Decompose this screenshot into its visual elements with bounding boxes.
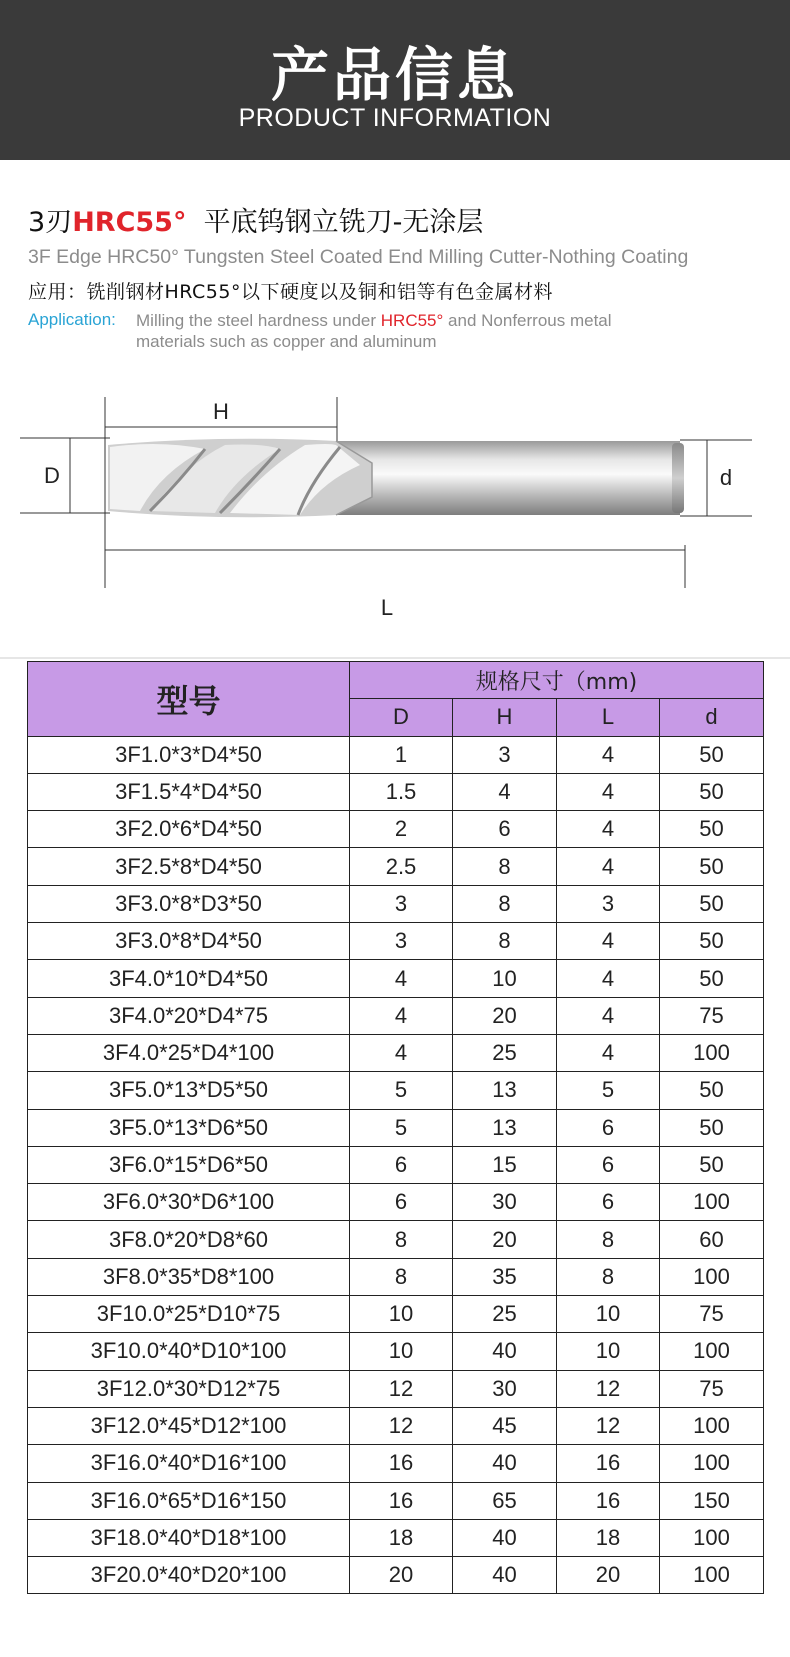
cell-H: 40 [453, 1519, 557, 1556]
table-row [28, 1445, 764, 1482]
col-header-d: d [660, 699, 764, 736]
cell-L: 16 [557, 1445, 660, 1482]
cell-model: 3F4.0*20*D4*75 [28, 997, 350, 1034]
cell-model: 3F16.0*40*D16*100 [28, 1445, 350, 1482]
shank-end [672, 443, 684, 513]
cell-d: 50 [660, 960, 764, 997]
cell-D: 6 [350, 1184, 453, 1221]
title-suffix: 平底钨钢立铣刀-无涂层 [203, 207, 484, 238]
cell-H: 25 [453, 1034, 557, 1071]
cell-model: 3F1.0*3*D4*50 [28, 736, 350, 773]
application-text-1: Milling the steel hardness under [136, 311, 377, 330]
cell-d: 60 [660, 1221, 764, 1258]
table-row [28, 1184, 764, 1221]
cell-L: 4 [557, 811, 660, 848]
cell-L: 8 [557, 1258, 660, 1295]
cell-D: 4 [350, 960, 453, 997]
cell-D: 3 [350, 923, 453, 960]
cell-model: 3F18.0*40*D18*100 [28, 1519, 350, 1556]
cell-L: 6 [557, 1146, 660, 1183]
cell-model: 3F4.0*10*D4*50 [28, 960, 350, 997]
cell-L: 4 [557, 773, 660, 810]
label-L: L [380, 595, 394, 620]
col-header-D: D [350, 699, 453, 736]
cell-model: 3F8.0*35*D8*100 [28, 1258, 350, 1295]
table-row [28, 960, 764, 997]
header-title-en: PRODUCT INFORMATION [238, 104, 552, 132]
cell-L: 4 [557, 923, 660, 960]
cell-H: 45 [453, 1407, 557, 1444]
cell-d: 100 [660, 1519, 764, 1556]
end-mill-diagram [0, 385, 790, 625]
cell-D: 12 [350, 1370, 453, 1407]
cell-H: 25 [453, 1296, 557, 1333]
cell-D: 10 [350, 1333, 453, 1370]
cell-H: 40 [453, 1445, 557, 1482]
cell-model: 3F3.0*8*D3*50 [28, 885, 350, 922]
cell-model: 3F3.0*8*D4*50 [28, 923, 350, 960]
cell-H: 20 [453, 1221, 557, 1258]
cell-H: 30 [453, 1370, 557, 1407]
cell-D: 20 [350, 1557, 453, 1594]
cell-L: 6 [557, 1184, 660, 1221]
cell-H: 40 [453, 1333, 557, 1370]
cell-model: 3F20.0*40*D20*100 [28, 1557, 350, 1594]
table-body [28, 736, 764, 1594]
product-title [28, 200, 483, 239]
cell-D: 4 [350, 1034, 453, 1071]
cell-L: 6 [557, 1109, 660, 1146]
cell-L: 3 [557, 885, 660, 922]
cell-L: 4 [557, 1034, 660, 1071]
title-prefix: 3刃 [28, 207, 73, 238]
table-row [28, 1557, 764, 1594]
header-title-cn: 产品信息 [270, 41, 519, 109]
section-divider [0, 657, 790, 659]
product-subtitle-en: 3F Edge HRC50° Tungsten Steel Coated End Milling Cutter-Nothing Coating [28, 246, 689, 268]
cell-H: 20 [453, 997, 557, 1034]
cell-d: 50 [660, 773, 764, 810]
spec-table [27, 661, 764, 1594]
cell-d: 100 [660, 1184, 764, 1221]
cell-L: 12 [557, 1370, 660, 1407]
cell-model: 3F2.0*6*D4*50 [28, 811, 350, 848]
cell-model: 3F1.5*4*D4*50 [28, 773, 350, 810]
cell-d: 50 [660, 1072, 764, 1109]
cell-H: 13 [453, 1109, 557, 1146]
cell-d: 100 [660, 1333, 764, 1370]
cell-model: 3F6.0*30*D6*100 [28, 1184, 350, 1221]
cell-d: 50 [660, 923, 764, 960]
cell-d: 100 [660, 1034, 764, 1071]
cell-L: 12 [557, 1407, 660, 1444]
cell-D: 18 [350, 1519, 453, 1556]
cell-L: 4 [557, 997, 660, 1034]
col-header-H: H [453, 699, 557, 736]
table-row [28, 773, 764, 810]
cell-H: 4 [453, 773, 557, 810]
spec-header: 规格尺寸（mm) [350, 662, 764, 699]
cell-D: 6 [350, 1146, 453, 1183]
cell-L: 4 [557, 848, 660, 885]
cell-d: 50 [660, 885, 764, 922]
cell-model: 3F5.0*13*D6*50 [28, 1109, 350, 1146]
cell-d: 50 [660, 1146, 764, 1183]
cell-d: 100 [660, 1557, 764, 1594]
cell-model: 3F2.5*8*D4*50 [28, 848, 350, 885]
table-header-row [28, 662, 764, 699]
cell-H: 30 [453, 1184, 557, 1221]
table-row [28, 1296, 764, 1333]
cell-H: 40 [453, 1557, 557, 1594]
application-hrc: HRC55° [380, 311, 444, 330]
table-row [28, 811, 764, 848]
cell-D: 16 [350, 1445, 453, 1482]
cell-H: 8 [453, 923, 557, 960]
cell-d: 75 [660, 1370, 764, 1407]
table-row [28, 1370, 764, 1407]
cell-d: 100 [660, 1445, 764, 1482]
label-d: d [719, 465, 733, 490]
cell-H: 8 [453, 885, 557, 922]
cell-d: 50 [660, 736, 764, 773]
cell-L: 20 [557, 1557, 660, 1594]
table-row [28, 848, 764, 885]
cell-D: 3 [350, 885, 453, 922]
cell-D: 12 [350, 1407, 453, 1444]
table-row [28, 1333, 764, 1370]
table-row [28, 1407, 764, 1444]
cell-d: 50 [660, 848, 764, 885]
cell-D: 8 [350, 1221, 453, 1258]
application-text-3: materials such as copper and aluminum [136, 332, 437, 351]
shank [335, 441, 680, 515]
col-header-L: L [557, 699, 660, 736]
cell-D: 2 [350, 811, 453, 848]
cell-L: 4 [557, 960, 660, 997]
table-row [28, 885, 764, 922]
cell-d: 50 [660, 1109, 764, 1146]
cell-D: 4 [350, 997, 453, 1034]
cell-d: 150 [660, 1482, 764, 1519]
cell-d: 75 [660, 1296, 764, 1333]
cell-H: 10 [453, 960, 557, 997]
cell-D: 8 [350, 1258, 453, 1295]
table-row [28, 736, 764, 773]
cell-d: 100 [660, 1258, 764, 1295]
cell-model: 3F10.0*25*D10*75 [28, 1296, 350, 1333]
cell-d: 50 [660, 811, 764, 848]
application-label: Application: [28, 310, 116, 329]
cell-model: 3F16.0*65*D16*150 [28, 1482, 350, 1519]
cell-L: 4 [557, 736, 660, 773]
cell-model: 3F8.0*20*D8*60 [28, 1221, 350, 1258]
cell-D: 10 [350, 1296, 453, 1333]
cell-D: 16 [350, 1482, 453, 1519]
table-row [28, 997, 764, 1034]
cell-L: 8 [557, 1221, 660, 1258]
cell-H: 3 [453, 736, 557, 773]
label-D: D [44, 463, 60, 488]
cell-D: 1.5 [350, 773, 453, 810]
application-text [136, 310, 786, 352]
cell-model: 3F4.0*25*D4*100 [28, 1034, 350, 1071]
cell-model: 3F6.0*15*D6*50 [28, 1146, 350, 1183]
application-text-2: and Nonferrous metal [448, 311, 612, 330]
cell-d: 100 [660, 1407, 764, 1444]
cell-L: 18 [557, 1519, 660, 1556]
title-hrc: HRC55° [72, 207, 187, 238]
table-row [28, 1109, 764, 1146]
cell-model: 3F12.0*45*D12*100 [28, 1407, 350, 1444]
cell-D: 2.5 [350, 848, 453, 885]
table-row [28, 1146, 764, 1183]
cell-L: 16 [557, 1482, 660, 1519]
cell-D: 5 [350, 1109, 453, 1146]
table-row [28, 1258, 764, 1295]
cell-H: 6 [453, 811, 557, 848]
cell-H: 15 [453, 1146, 557, 1183]
table-row [28, 923, 764, 960]
cell-H: 8 [453, 848, 557, 885]
application-cn: 应用：铣削钢材HRC55°以下硬度以及铜和铝等有色金属材料 [28, 281, 553, 303]
cell-L: 5 [557, 1072, 660, 1109]
header-banner [0, 0, 790, 160]
cell-D: 5 [350, 1072, 453, 1109]
cell-D: 1 [350, 736, 453, 773]
label-H: H [213, 399, 229, 424]
table-row [28, 1034, 764, 1071]
cell-H: 35 [453, 1258, 557, 1295]
cell-model: 3F12.0*30*D12*75 [28, 1370, 350, 1407]
cell-model: 3F5.0*13*D5*50 [28, 1072, 350, 1109]
table-row [28, 1221, 764, 1258]
cell-d: 75 [660, 997, 764, 1034]
cell-L: 10 [557, 1296, 660, 1333]
table-row [28, 1072, 764, 1109]
cell-H: 13 [453, 1072, 557, 1109]
cell-H: 65 [453, 1482, 557, 1519]
table-row [28, 1482, 764, 1519]
cell-L: 10 [557, 1333, 660, 1370]
cell-model: 3F10.0*40*D10*100 [28, 1333, 350, 1370]
model-header: 型号 [28, 662, 350, 737]
table-row [28, 1519, 764, 1556]
